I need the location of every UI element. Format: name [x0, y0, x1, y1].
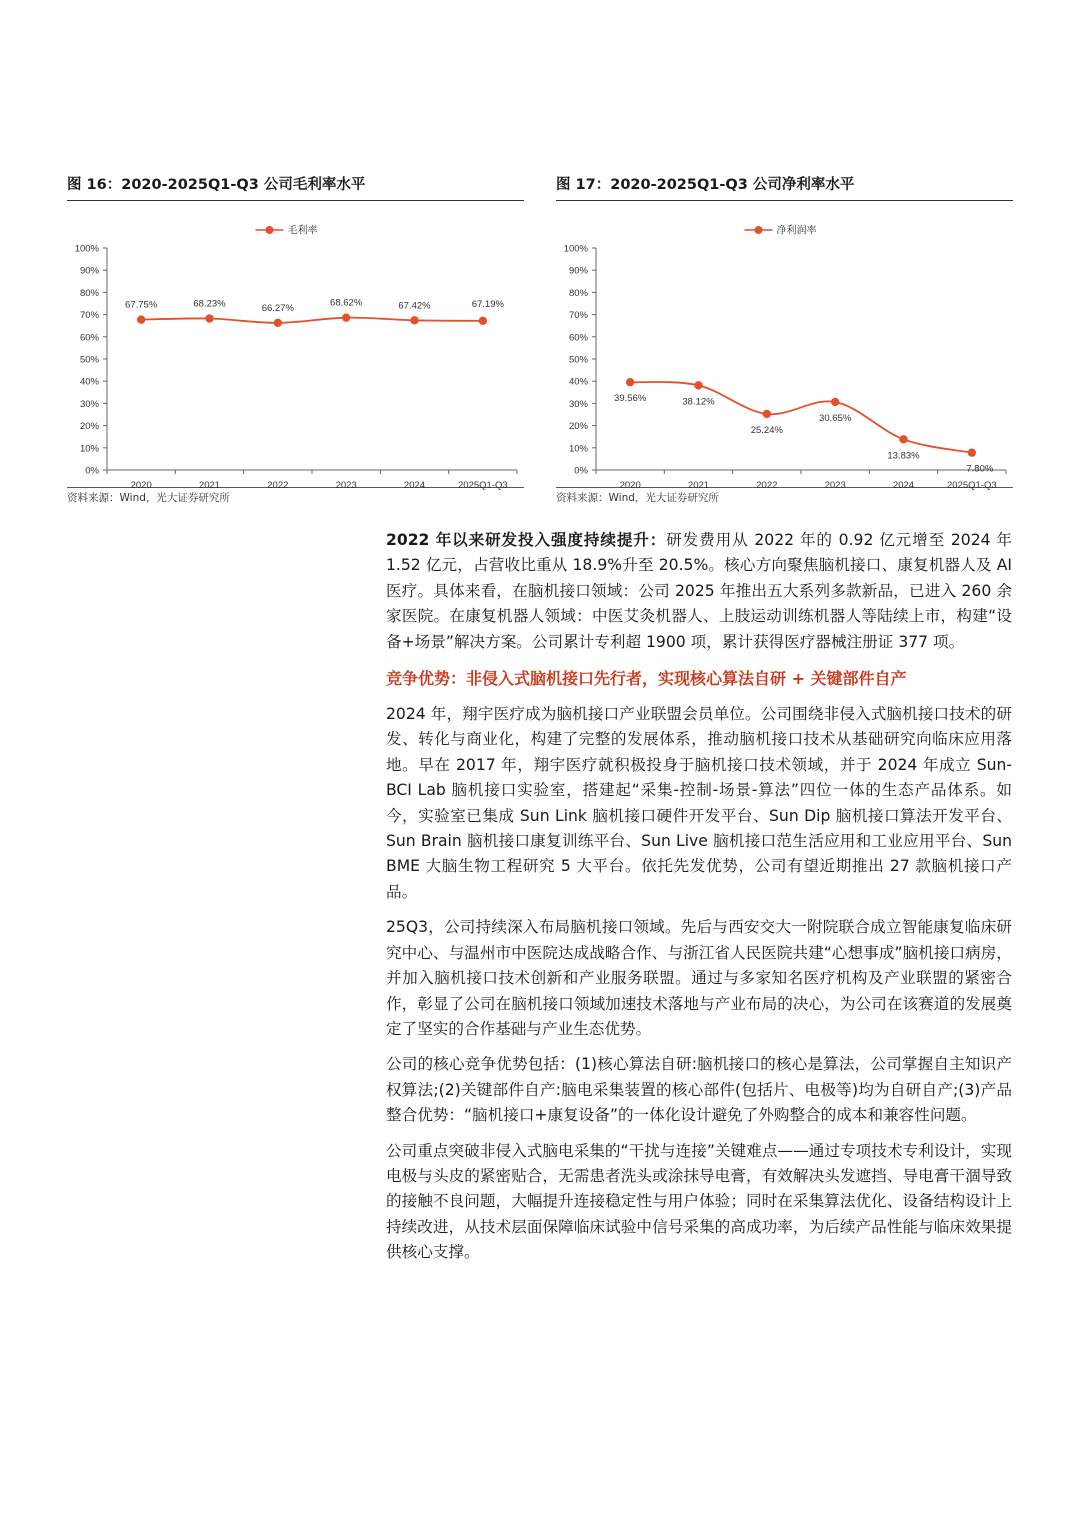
- net-margin-chart: [556, 205, 1013, 491]
- y-tick-label: 50%: [79, 354, 99, 366]
- data-point: [137, 315, 145, 323]
- x-tick-label: 2023: [335, 480, 357, 491]
- paragraph-25q3: 25Q3，公司持续深入布局脑机接口领域。先后与西安交大一附院联合成立智能康复临床研究中心、与温州市中医院达成战略合作、与浙江省人民医院共建“心想事成”脑机接口病房，并加入脑机接口技术创新和产业服务联盟。通过与多家知名医疗机构及产业联盟的紧密合作，彰显了公司在脑机接口领域加速技术落地与产业布局的决心，为公司在该赛道的发展奠定了坚实的合作基础与产业生态优势。: [386, 918, 1012, 1038]
- body-text: [386, 528, 1012, 1276]
- series-line: [141, 318, 483, 323]
- data-point: [342, 313, 350, 321]
- data-point: [274, 319, 282, 327]
- y-tick-label: 30%: [568, 398, 588, 410]
- figure-16-title: 图 16：2020-2025Q1-Q3 公司毛利率水平: [67, 170, 524, 201]
- y-tick-label: 70%: [79, 310, 99, 322]
- y-tick-label: 0%: [574, 465, 588, 477]
- legend-marker: [266, 226, 274, 234]
- x-tick-label: 2022: [756, 480, 778, 491]
- data-label: 25.24%: [750, 424, 783, 436]
- data-point: [968, 448, 976, 456]
- figure-17-source: 资料来源：Wind，光大证券研究所: [556, 487, 1013, 505]
- data-label: 68.23%: [193, 298, 226, 310]
- legend-marker: [755, 226, 763, 234]
- data-point: [479, 317, 487, 325]
- x-tick-label: 2025Q1-Q3: [947, 480, 997, 491]
- y-tick-label: 40%: [79, 376, 99, 388]
- y-tick-label: 80%: [79, 287, 99, 299]
- paragraph-rd-lead: 2022 年以来研发投入强度持续提升：: [386, 531, 667, 549]
- paragraph-core-advantages: 公司的核心竞争优势包括：(1)核心算法自研:脑机接口的核心是算法，公司掌握自主知识产权算法;(2)关键部件自产:脑电采集装置的核心部件(包括片、电极等)均为自研自产;(3)产品整合优势：“脑机接口+康复设备”的一体化设计避免了外购整合的成本和兼容性问题。: [386, 1055, 1012, 1125]
- figure-17: [556, 170, 1013, 505]
- legend: [256, 224, 318, 237]
- section-heading: 竞争优势：非侵入式脑机接口先行者，实现核心算法自研 + 关键部件自产: [386, 669, 907, 689]
- data-label: 67.75%: [125, 299, 158, 311]
- y-tick-label: 30%: [79, 398, 99, 410]
- y-tick-label: 20%: [79, 421, 99, 433]
- y-tick-label: 80%: [568, 287, 588, 299]
- y-tick-label: 0%: [85, 465, 99, 477]
- data-label: 13.83%: [887, 450, 920, 462]
- data-label: 68.62%: [330, 297, 363, 309]
- data-label: 39.56%: [614, 393, 647, 405]
- paragraph-rd-text: 研发费用从 2022 年的 0.92 亿元增至 2024 年 1.52 亿元，占营收比重从 18.9%升至 20.5%。核心方向聚焦脑机接口、康复机器人及 AI 医疗。具体来看，在脑机接口领域：公司 2025 年推出五大系列多款新品，已进入 260 余家医院。在康复机器人领域：中医艾灸机器人、上肢运动训练机器人等陆续上市，构建“设备+场景”解决方案。公司累计专利超 1900 项，累计获得医疗器械注册证 377 项。: [386, 531, 1012, 651]
- legend-label: 毛利率: [287, 225, 318, 237]
- legend: [745, 224, 817, 237]
- x-tick-label: 2020: [619, 480, 641, 491]
- y-tick-label: 90%: [568, 265, 588, 277]
- x-tick-label: 2022: [267, 480, 289, 491]
- y-tick-label: 50%: [568, 354, 588, 366]
- x-tick-label: 2020: [130, 480, 152, 491]
- figure-17-title: 图 17：2020-2025Q1-Q3 公司净利率水平: [556, 170, 1013, 201]
- data-label: 66.27%: [261, 302, 294, 314]
- y-tick-label: 100%: [563, 243, 588, 255]
- gross-margin-chart: [67, 205, 524, 491]
- y-tick-label: 100%: [74, 243, 99, 255]
- data-point: [626, 378, 634, 386]
- series-line: [630, 382, 972, 453]
- y-tick-label: 40%: [568, 376, 588, 388]
- data-point: [410, 316, 418, 324]
- x-tick-label: 2024: [892, 480, 915, 491]
- x-tick-label: 2021: [198, 480, 221, 491]
- y-tick-label: 60%: [568, 332, 588, 344]
- data-point: [205, 314, 213, 322]
- data-point: [831, 398, 839, 406]
- x-tick-label: 2021: [687, 480, 710, 491]
- paragraph-bci-system: 2024 年，翔宇医疗成为脑机接口产业联盟会员单位。公司围绕非侵入式脑机接口技术的研发、转化与商业化，构建了完整的发展体系，推动脑机接口技术从基础研究向临床应用落地。早在 2017 年，翔宇医疗就积极投身于脑机接口技术领域，并于 2024 年成立 Sun-BCI Lab 脑机接口实验室，搭建起“采集-控制-场景-算法”四位一体的生态产品体系。如今，实验室已集成 Sun Link 脑机接口硬件开发平台、Sun Dip 脑机接口算法开发平台、Sun Brain 脑机接口康复训练平台、Sun Live 脑机接口范生活应用和工业应用平台、Sun BME 大脑生物工程研究 5 大平台。依托先发优势，公司有望近期推出 27 款脑机接口产品。: [386, 705, 1012, 901]
- data-label: 67.19%: [471, 298, 504, 310]
- y-tick-label: 60%: [79, 332, 99, 344]
- data-point: [694, 381, 702, 389]
- paragraph-eeg-breakthrough: 公司重点突破非侵入式脑电采集的“干扰与连接”关键难点——通过专项技术专利设计，实现电极与头皮的紧密贴合，无需患者洗头或涂抹导电膏，有效解决头发遮挡、导电膏干涸导致的接触不良问题，大幅提升连接稳定性与用户体验；同时在采集算法优化、设备结构设计上持续改进，从技术层面保障临床试验中信号采集的高成功率，为后续产品性能与临床效果提供核心支撑。: [386, 1141, 1012, 1262]
- data-label: 67.42%: [398, 300, 431, 312]
- x-tick-label: 2025Q1-Q3: [458, 480, 508, 491]
- y-tick-label: 10%: [79, 443, 99, 455]
- data-point: [763, 410, 771, 418]
- x-tick-label: 2024: [403, 480, 426, 491]
- x-tick-label: 2023: [824, 480, 846, 491]
- data-label: 38.12%: [682, 396, 715, 408]
- paragraph-rd: [386, 528, 1012, 655]
- y-tick-label: 20%: [568, 421, 588, 433]
- y-tick-label: 70%: [568, 310, 588, 322]
- legend-label: 净利润率: [776, 225, 817, 237]
- data-label: 7.80%: [966, 463, 994, 475]
- data-label: 30.65%: [819, 412, 852, 424]
- figure-16-source: 资料来源：Wind，光大证券研究所: [67, 487, 524, 505]
- figure-16: [67, 170, 524, 505]
- data-point: [899, 435, 907, 443]
- y-tick-label: 90%: [79, 265, 99, 277]
- y-tick-label: 10%: [568, 443, 588, 455]
